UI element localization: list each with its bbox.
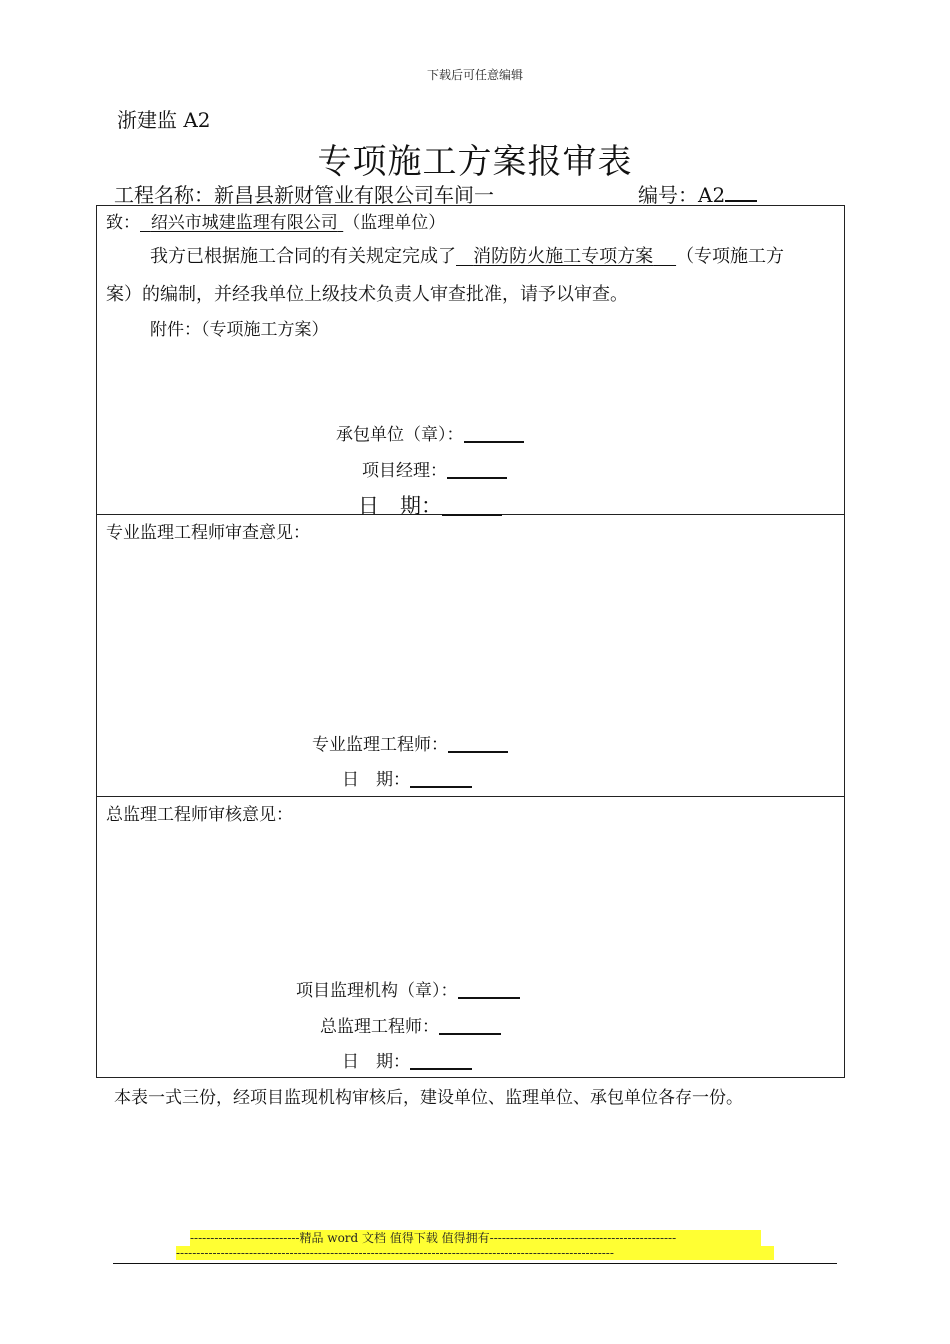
engineer-blank <box>448 735 508 753</box>
footer-banner-line-1: ---------------------------精品 word 文档 值得下载 值得拥有---------------------------------------------- <box>190 1230 761 1246</box>
supervision-org-blank <box>458 981 520 999</box>
footnote: 本表一式三份，经项目监现机构审核后，建设单位、监理单位、承包单位各存一份。 <box>114 1088 743 1108</box>
addressee-name <box>140 213 343 233</box>
section3-date-blank <box>410 1052 472 1070</box>
section2-date-label: 日 期： <box>342 770 410 790</box>
body-line-2: 案）的编制，并经我单位上级技术负责人审查批准，请予以审查。 <box>106 284 628 305</box>
manager-label: 项目经理： <box>362 461 447 481</box>
document-number-label: 编号：A2 <box>638 183 726 207</box>
engineer-label: 专业监理工程师： <box>312 735 448 755</box>
plan-name <box>456 246 676 267</box>
addressee-prefix: 致： <box>106 213 140 233</box>
engineer-review-heading: 专业监理工程师审查意见： <box>106 523 310 543</box>
addressee-name-text: 绍兴市城建监理有限公司 <box>150 213 338 233</box>
form-code: 浙建监 A2 <box>117 108 211 132</box>
section-divider-2 <box>96 796 845 797</box>
manager-blank <box>447 461 507 479</box>
section2-date <box>342 765 472 790</box>
section3-date-label: 日 期： <box>342 1052 410 1072</box>
project-name-label: 工程名称：新昌县新财管业有限公司车间一 <box>114 183 494 207</box>
document-title: 专项施工方案报审表 <box>317 142 633 182</box>
attachment-line: 附件：（专项施工方案） <box>150 320 329 340</box>
chief-engineer-blank <box>439 1017 501 1035</box>
section3-date <box>342 1047 472 1072</box>
manager-signature <box>362 456 507 481</box>
addressee-suffix: （监理单位） <box>343 213 446 233</box>
body-line-1 <box>150 242 784 268</box>
supervision-org-signature <box>296 976 520 1001</box>
page-header-note: 下载后可任意编辑 <box>426 68 523 82</box>
contractor-signature <box>336 420 524 445</box>
addressee-line <box>106 208 445 233</box>
body-suffix: （专项施工方 <box>676 246 785 267</box>
body-prefix: 我方已根据施工合同的有关规定完成了 <box>150 246 456 267</box>
document-number-blank <box>725 182 757 202</box>
section1-date-blank <box>442 498 502 516</box>
section2-date-blank <box>410 770 472 788</box>
document-number <box>638 179 757 208</box>
supervision-org-label: 项目监理机构（章）： <box>296 981 458 1001</box>
contractor-blank <box>464 425 524 443</box>
section1-date <box>358 490 502 520</box>
plan-name-text: 消防防火施工专项方案 <box>473 246 654 267</box>
engineer-signature <box>312 730 508 755</box>
footer-banner-line-2: ------------------------------------------------------------------------------------------------------------ <box>176 1246 774 1260</box>
chief-engineer-signature <box>320 1012 501 1037</box>
contractor-label: 承包单位（章）： <box>336 425 464 445</box>
section1-date-label: 日 期： <box>358 494 442 518</box>
chief-engineer-label: 总监理工程师： <box>320 1017 439 1037</box>
footer-rule <box>113 1263 837 1264</box>
chief-review-heading: 总监理工程师审核意见： <box>106 805 293 825</box>
